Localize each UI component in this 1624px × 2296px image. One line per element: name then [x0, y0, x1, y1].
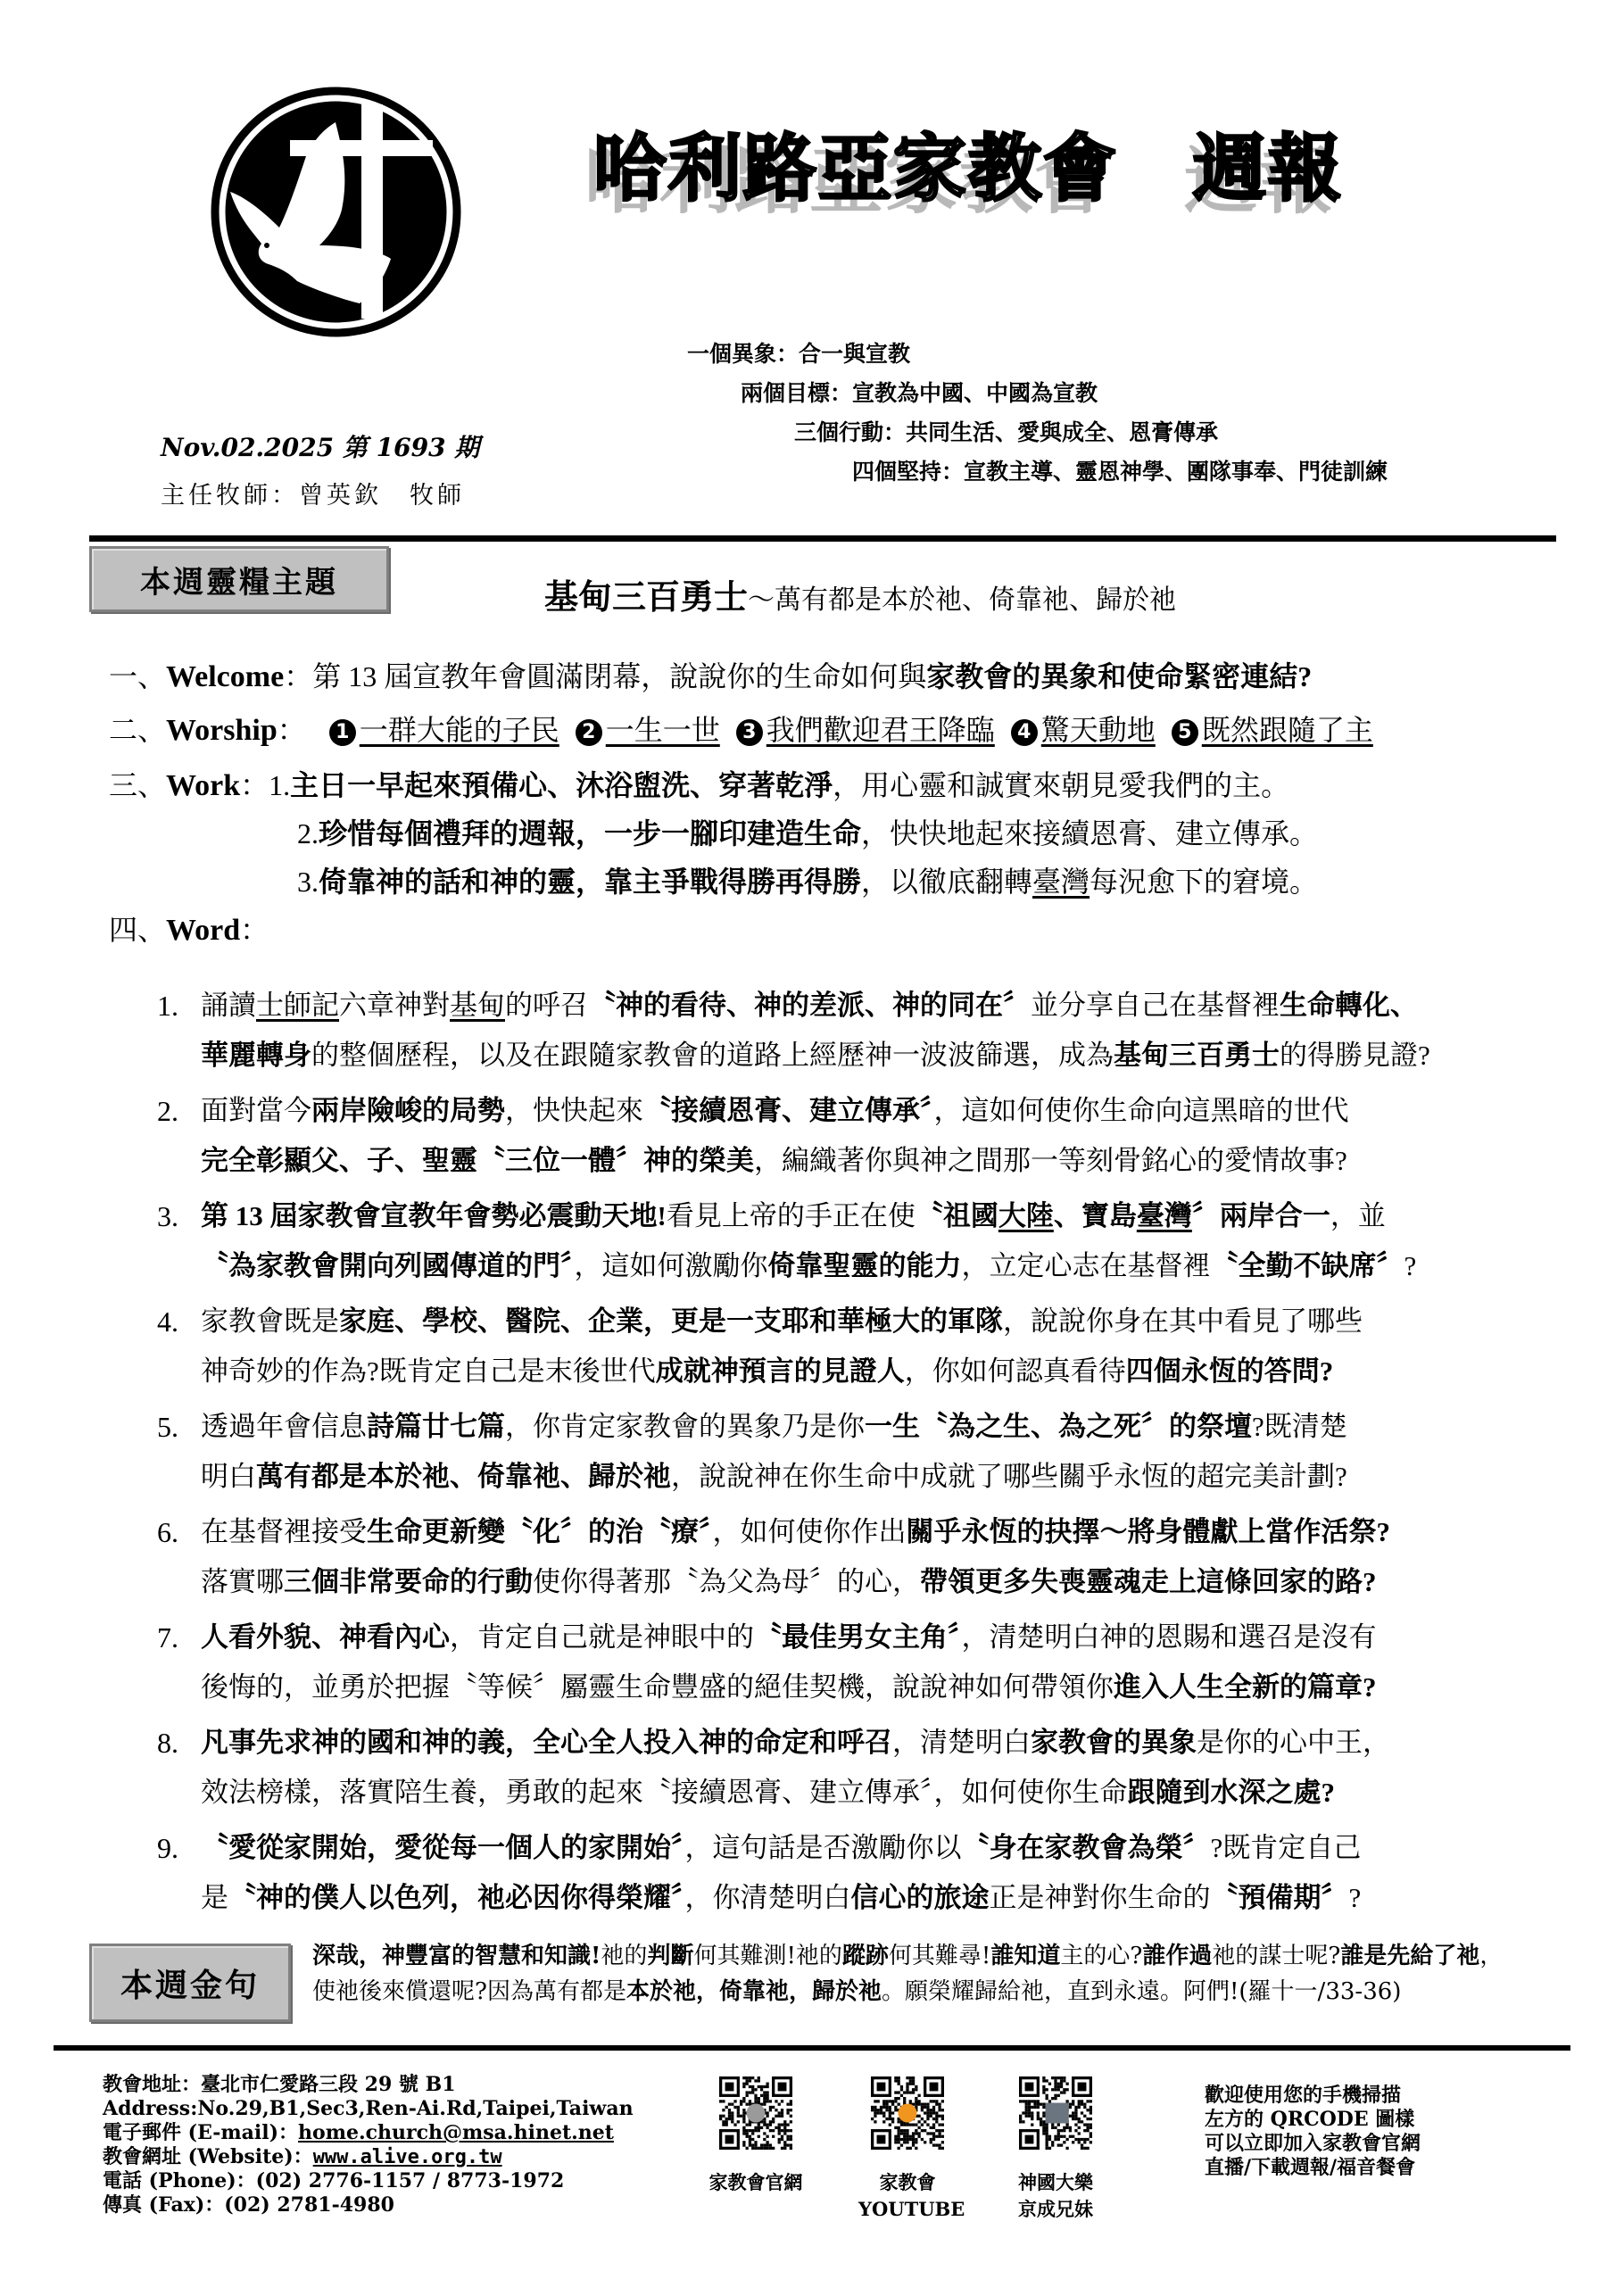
question-text: ，說說你身在其中看見了哪些 [1003, 1305, 1363, 1337]
verse-emphasis: 誰作過 [1142, 1943, 1213, 1969]
question-emphasis: 生命更新變〝化〞的治〝療〞 [367, 1516, 713, 1547]
question-line [201, 1297, 1363, 1346]
address-en: Address:No.29,B1,Sec3,Ren-Ai.Rd,Taipei,Taiwan [103, 2097, 634, 2120]
verse-emphasis: 本於祂，倚靠祂，歸於祂 [626, 1978, 882, 2005]
question-emphasis: 〝愛從家開始，愛從每一個人的家開始〞 [201, 1832, 685, 1863]
question-line [201, 1719, 1390, 1767]
question-emphasis: 帶領更多失喪靈魂走上這條回家的路? [920, 1566, 1377, 1597]
vision-line-2: 兩個目標：宣教為中國、中國為宣教 [741, 380, 1098, 406]
question-text: ，如何使你作出 [712, 1516, 907, 1547]
work-item-2 [297, 814, 1318, 853]
question-text: 效法榜樣，落實陪生養，勇敢的起來〝接續恩膏、建立傳承〞，如何使你生命 [201, 1777, 1128, 1808]
question-emphasis: 關乎永恆的抉擇～將身體獻上當作活祭? [906, 1516, 1390, 1547]
section-welcome [109, 657, 1312, 697]
question-text: ，這如何激勵你 [574, 1250, 768, 1281]
question-text: 後悔的，並勇於把握〝等候〞屬靈生命豐盛的絕佳契機，說說神如何帶領你 [201, 1671, 1114, 1703]
vision-line-1: 一個異象：合一與宣教 [687, 341, 911, 367]
question-line [201, 1242, 1416, 1290]
work-prefix: 三、 [109, 769, 167, 801]
divider-top [89, 535, 1556, 542]
church-logo [208, 85, 464, 339]
work-item-2-text: ，快快地起來接續恩膏、建立傳承。 [861, 817, 1319, 850]
question-text: ?既清楚 [1252, 1411, 1347, 1442]
work-item-3-underlined: 臺灣 [1032, 866, 1090, 898]
verse-emphasis: 蹤跡 [841, 1943, 889, 1969]
work-colon: ： [240, 769, 269, 801]
question-text: 誦讀 [201, 990, 256, 1021]
song-title: 一群大能的子民 [359, 714, 559, 746]
question-text: ，快快起來 [505, 1095, 643, 1126]
email-link[interactable]: home.church@msa.hinet.net [298, 2121, 614, 2144]
question-text: 透過年會信息 [201, 1411, 367, 1442]
question-emphasis: 萬有都是本於祂、倚靠祂、歸於祂 [256, 1461, 671, 1492]
question-text: ? [1348, 1882, 1362, 1913]
question-line [201, 1558, 1377, 1606]
question-text: 落實哪 [201, 1566, 284, 1597]
question-emphasis: 、寶島 [1053, 1200, 1137, 1231]
question-text: 基甸 [450, 990, 505, 1021]
question-number: 8. [157, 1727, 178, 1759]
song-number-badge: 2 [576, 719, 602, 746]
verse-emphasis: 判斷 [647, 1943, 694, 1969]
song-title: 驚天動地 [1040, 714, 1156, 746]
question-text: 是 [201, 1882, 228, 1913]
question-number: 3. [157, 1200, 178, 1232]
verse-text: ，使祂後來償還呢?因為萬有都是 [312, 1943, 1504, 2005]
qrcode-icon[interactable] [871, 2076, 944, 2150]
address-zh: 教會地址：臺北市仁愛路三段 29 號 B1 [103, 2073, 456, 2096]
question-text: 神奇妙的作為?既肯定自己是末後世代 [201, 1355, 656, 1387]
question-line [201, 1824, 1361, 1872]
question-emphasis: 〝神的僕人以色列，祂必因你得榮耀〞 [228, 1882, 685, 1913]
question-item [0, 982, 1624, 1080]
verse-text: 祂的謀士呢? [1212, 1943, 1341, 1969]
work-item-2-bold: 珍惜每個禮拜的週報，一步一腳印建造生命 [319, 817, 862, 850]
question-text: ，並 [1330, 1200, 1386, 1231]
question-emphasis: 〞兩岸合一 [1191, 1200, 1330, 1231]
question-item [0, 1613, 1624, 1712]
question-item [0, 1192, 1624, 1290]
welcome-text: 第 13 屆宣教年會圓滿閉幕，說說你的生命如何與 [312, 660, 927, 692]
globe-icon [747, 2104, 766, 2123]
question-text: 家教會既是 [201, 1305, 339, 1337]
verse-emphasis: 深哉，神豐富的智慧和知識! [312, 1943, 601, 1969]
question-text: ，這句話是否激勵你以 [684, 1832, 962, 1863]
question-number: 2. [157, 1095, 178, 1127]
question-line [201, 1137, 1347, 1185]
qrcode-caption: 神國大樂 [1018, 2171, 1093, 2193]
question-item [0, 1719, 1624, 1817]
welcome-prefix: 一、 [109, 660, 167, 692]
question-emphasis: 詩篇廿七篇 [367, 1411, 505, 1442]
verse-box-label: 本週金句 [89, 1944, 291, 2022]
question-text: 是你的心中王， [1197, 1727, 1390, 1758]
verse-text: 祂的 [601, 1943, 648, 1969]
question-text: 的整個歷程，以及在跟隨家教會的道路上經歷神一波波篩選，成為 [311, 1040, 1114, 1071]
work-item-3-text-a: ，以徹底翻轉 [861, 866, 1033, 898]
qrcode-caption: YOUTUBE [858, 2198, 965, 2220]
work-item-3-text-b: 每況愈下的窘境。 [1090, 866, 1319, 898]
work-label: Work [166, 769, 241, 802]
question-emphasis: 〝接續恩膏、建立傳承〞 [643, 1095, 934, 1126]
question-text: ，你清楚明白 [684, 1882, 851, 1913]
question-line [201, 1032, 1430, 1080]
theme-title [544, 569, 1176, 618]
song-title: 一生一世 [605, 714, 720, 746]
verse-emphasis: 誰知道 [990, 1943, 1061, 1969]
welcome-label: Welcome [166, 660, 285, 693]
question-line [201, 1347, 1333, 1396]
question-emphasis: 凡事先求神的國和神的義，全心全人投入神的命定和呼召 [201, 1727, 892, 1758]
question-text: 看見上帝的手正在使 [666, 1200, 916, 1231]
question-text: ，立定心志在基督裡 [961, 1250, 1211, 1281]
question-emphasis: 臺灣 [1136, 1200, 1192, 1231]
question-line [201, 1874, 1361, 1922]
question-number: 9. [157, 1832, 178, 1864]
question-emphasis: 一生〝為之生、為之死〞的祭壇 [865, 1411, 1252, 1442]
theme-title-sub: ～萬有都是本於祂、倚靠祂、歸於祂 [748, 584, 1177, 616]
song-title: 既然跟隨了主 [1201, 714, 1373, 746]
question-emphasis: 兩岸險峻的局勢 [311, 1095, 505, 1126]
question-text: 使你得著那〝為父為母〞的心， [533, 1566, 920, 1597]
question-emphasis: 家庭、學校、醫院、企業，更是一支耶和華極大的軍隊 [339, 1305, 1003, 1337]
question-text: ?既肯定自己 [1210, 1832, 1362, 1863]
theme-box-label: 本週靈糧主題 [89, 546, 389, 612]
scan-instructions [1205, 2084, 1421, 2180]
question-emphasis: 生命轉化、 [1280, 990, 1418, 1021]
question-emphasis: 成就神預言的見證人 [655, 1355, 905, 1387]
work-item-2-num: 2. [297, 817, 319, 850]
website-link[interactable]: www.alive.org.tw [312, 2146, 502, 2168]
question-line [201, 982, 1418, 1030]
orange-logo-icon [899, 2104, 917, 2123]
question-emphasis: 完全彰顯父、子、聖靈〝三位一體〞神的榮美 [201, 1145, 754, 1176]
question-emphasis: 〝預備期〞 [1210, 1882, 1349, 1913]
qrcode-icon[interactable] [1019, 2076, 1092, 2150]
theme-title-main: 基甸三百勇士 [544, 576, 749, 617]
question-text: ，你如何認真看待 [904, 1355, 1126, 1387]
work-item-3-bold: 倚靠神的話和神的靈，靠主爭戰得勝再得勝 [319, 866, 862, 898]
fax: 傳真 (Fax)：(02) 2781-4980 [103, 2193, 394, 2217]
welcome-text-bold: 家教會的異象和使命緊密連結? [926, 660, 1313, 692]
song-number-badge: 3 [736, 719, 763, 746]
question-item [0, 1403, 1624, 1501]
song-number-badge: 4 [1011, 719, 1038, 746]
work-item-1-num: 1. [269, 769, 291, 801]
song-number-badge: 5 [1172, 719, 1198, 746]
word-label: Word [166, 914, 241, 947]
question-emphasis: 大陸 [998, 1200, 1054, 1231]
question-text: 士師記 [256, 990, 339, 1021]
photo-thumbnail [1046, 2103, 1069, 2124]
question-number: 1. [157, 990, 178, 1022]
question-line [201, 1613, 1377, 1662]
question-text: ，編織著你與神之間那一等刻骨銘心的愛情故事? [754, 1145, 1347, 1176]
question-number: 6. [157, 1516, 178, 1548]
scan-line-4: 直播/下載週報/福音餐會 [1205, 2156, 1416, 2179]
work-item-1-text: ，用心靈和誠實來朝見愛我們的主。 [833, 769, 1290, 801]
question-text: ，這如何使你生命向這黑暗的世代 [933, 1095, 1349, 1126]
question-line [201, 1508, 1390, 1556]
question-item [0, 1824, 1624, 1922]
question-emphasis: 三個非常要命的行動 [284, 1566, 533, 1597]
question-text: ? [1404, 1250, 1417, 1281]
question-emphasis: 〝全勤不缺席〞 [1210, 1250, 1404, 1281]
question-number: 7. [157, 1621, 178, 1654]
question-number: 5. [157, 1411, 178, 1443]
question-text: 並分享自己在基督裡 [1031, 990, 1280, 1021]
question-emphasis: 信心的旅途 [850, 1882, 990, 1913]
scan-line-1: 歡迎使用您的手機掃描 [1205, 2084, 1402, 2107]
section-word [109, 910, 269, 950]
question-emphasis: 〝最佳男女主角〞 [754, 1621, 962, 1653]
worship-prefix: 二、 [109, 714, 167, 746]
verse-text: 何其難測!祂的 [693, 1943, 842, 1969]
question-emphasis: 四個永恆的答問? [1125, 1355, 1334, 1387]
question-text: 明白 [201, 1461, 256, 1492]
website-label: 教會網址 (Website)： [103, 2145, 313, 2168]
verse-text: 主的心? [1060, 1943, 1143, 1969]
question-emphasis: 〝身在家教會為榮〞 [961, 1832, 1211, 1863]
question-number: 4. [157, 1305, 178, 1338]
scan-line-3: 可以立即加入家教會官網 [1205, 2132, 1421, 2155]
question-text: 正是神對你生命的 [989, 1882, 1211, 1913]
qrcode-block [858, 2076, 965, 2223]
question-emphasis: 倚靠聖靈的能力 [767, 1250, 962, 1281]
scan-line-2: 左方的 QRCODE 圖樣 [1205, 2108, 1415, 2131]
weekly-verse [312, 1938, 1526, 2010]
word-prefix: 四、 [109, 914, 167, 946]
question-text: 面對當今 [201, 1095, 311, 1126]
email-row [103, 2121, 634, 2145]
question-text: 在基督裡接受 [201, 1516, 367, 1547]
question-text: 的得勝見證? [1280, 1040, 1430, 1071]
phone: 電話 (Phone)：(02) 2776-1157 / 8773-1972 [103, 2169, 565, 2192]
question-emphasis: 〝祖國 [915, 1200, 998, 1231]
divider-bottom [54, 2045, 1570, 2051]
question-item [0, 1087, 1624, 1185]
question-line [201, 1663, 1377, 1712]
pastor-name: 主任牧師：曾英欽 牧師 [161, 482, 465, 510]
question-emphasis: 第 13 屆家教會宣教年會勢必震動天地! [201, 1200, 667, 1231]
question-emphasis: 〝為家教會開向列國傳道的門〞 [201, 1250, 575, 1281]
question-emphasis: 華麗轉身 [201, 1040, 311, 1071]
verse-text: 何其難尋! [888, 1943, 991, 1969]
qrcode-caption: 家教會官網 [708, 2171, 803, 2193]
verse-text: 。願榮耀歸給祂，直到永遠。阿們!(羅十一/33-36) [881, 1978, 1402, 2005]
question-emphasis: 進入人生全新的篇章? [1114, 1671, 1377, 1703]
vision-line-4: 四個堅持：宣教主導、靈恩神學、團隊事奉、門徒訓練 [852, 459, 1388, 485]
song-number-badge: 1 [329, 719, 356, 746]
question-line [201, 1087, 1349, 1135]
work-item-3 [297, 862, 1318, 901]
question-text: ，清楚明白 [892, 1727, 1031, 1758]
qrcode-block [707, 2076, 805, 2196]
work-item-3-num: 3. [297, 866, 319, 898]
question-emphasis: 基甸三百勇士 [1114, 1040, 1280, 1071]
issue-date: Nov.02.2025 第 1693 期 [161, 433, 480, 462]
question-text: ，你肯定家教會的異象乃是你 [505, 1411, 865, 1442]
question-emphasis: 〝神的看待、神的差派、神的同在〞 [588, 990, 1031, 1021]
question-line [201, 1192, 1386, 1240]
dove-cross-logo-icon [208, 85, 464, 339]
question-line [201, 1453, 1347, 1501]
qrcode-caption: 京成兄妹 [1018, 2198, 1093, 2220]
question-text: 的呼召 [505, 990, 588, 1021]
word-colon: ： [240, 914, 269, 946]
worship-colon: ： [277, 714, 306, 746]
contact-info [103, 2073, 634, 2217]
question-text: ，肯定自己就是神眼中的 [450, 1621, 754, 1653]
verse-emphasis: 誰是先給了祂 [1340, 1943, 1480, 1969]
welcome-colon: ： [284, 660, 313, 692]
worship-song-list [313, 714, 1373, 746]
vision-line-3: 三個行動：共同生活、愛與成全、恩膏傳承 [794, 419, 1219, 445]
question-text: 六章神對 [339, 990, 450, 1021]
question-emphasis: 人看外貌、神看內心 [201, 1621, 450, 1653]
website-row [103, 2145, 634, 2169]
question-item [0, 1297, 1624, 1396]
bulletin-title: 哈利路亞家教會 週報 [593, 127, 1344, 211]
qrcode-icon[interactable] [719, 2076, 792, 2150]
question-item [0, 1508, 1624, 1606]
question-text: ，清楚明白神的恩賜和選召是沒有 [961, 1621, 1377, 1653]
worship-label: Worship [166, 714, 278, 747]
email-label: 電子郵件 (E-mail)： [103, 2121, 299, 2144]
qrcode-caption: 家教會 [879, 2171, 936, 2193]
section-worship [109, 710, 1373, 750]
section-work [109, 766, 1289, 806]
question-text: ，說說神在你生命中成就了哪些關乎永恆的超完美計劃? [671, 1461, 1347, 1492]
song-title: 我們歡迎君王降臨 [766, 714, 995, 746]
question-line [201, 1403, 1347, 1451]
question-emphasis: 跟隨到水深之處? [1127, 1777, 1335, 1808]
qrcode-block [1007, 2076, 1105, 2223]
question-line [201, 1769, 1335, 1817]
work-item-1-bold: 主日一早起來預備心、沐浴盥洗、穿著乾淨 [290, 769, 833, 801]
question-emphasis: 家教會的異象 [1031, 1727, 1197, 1758]
